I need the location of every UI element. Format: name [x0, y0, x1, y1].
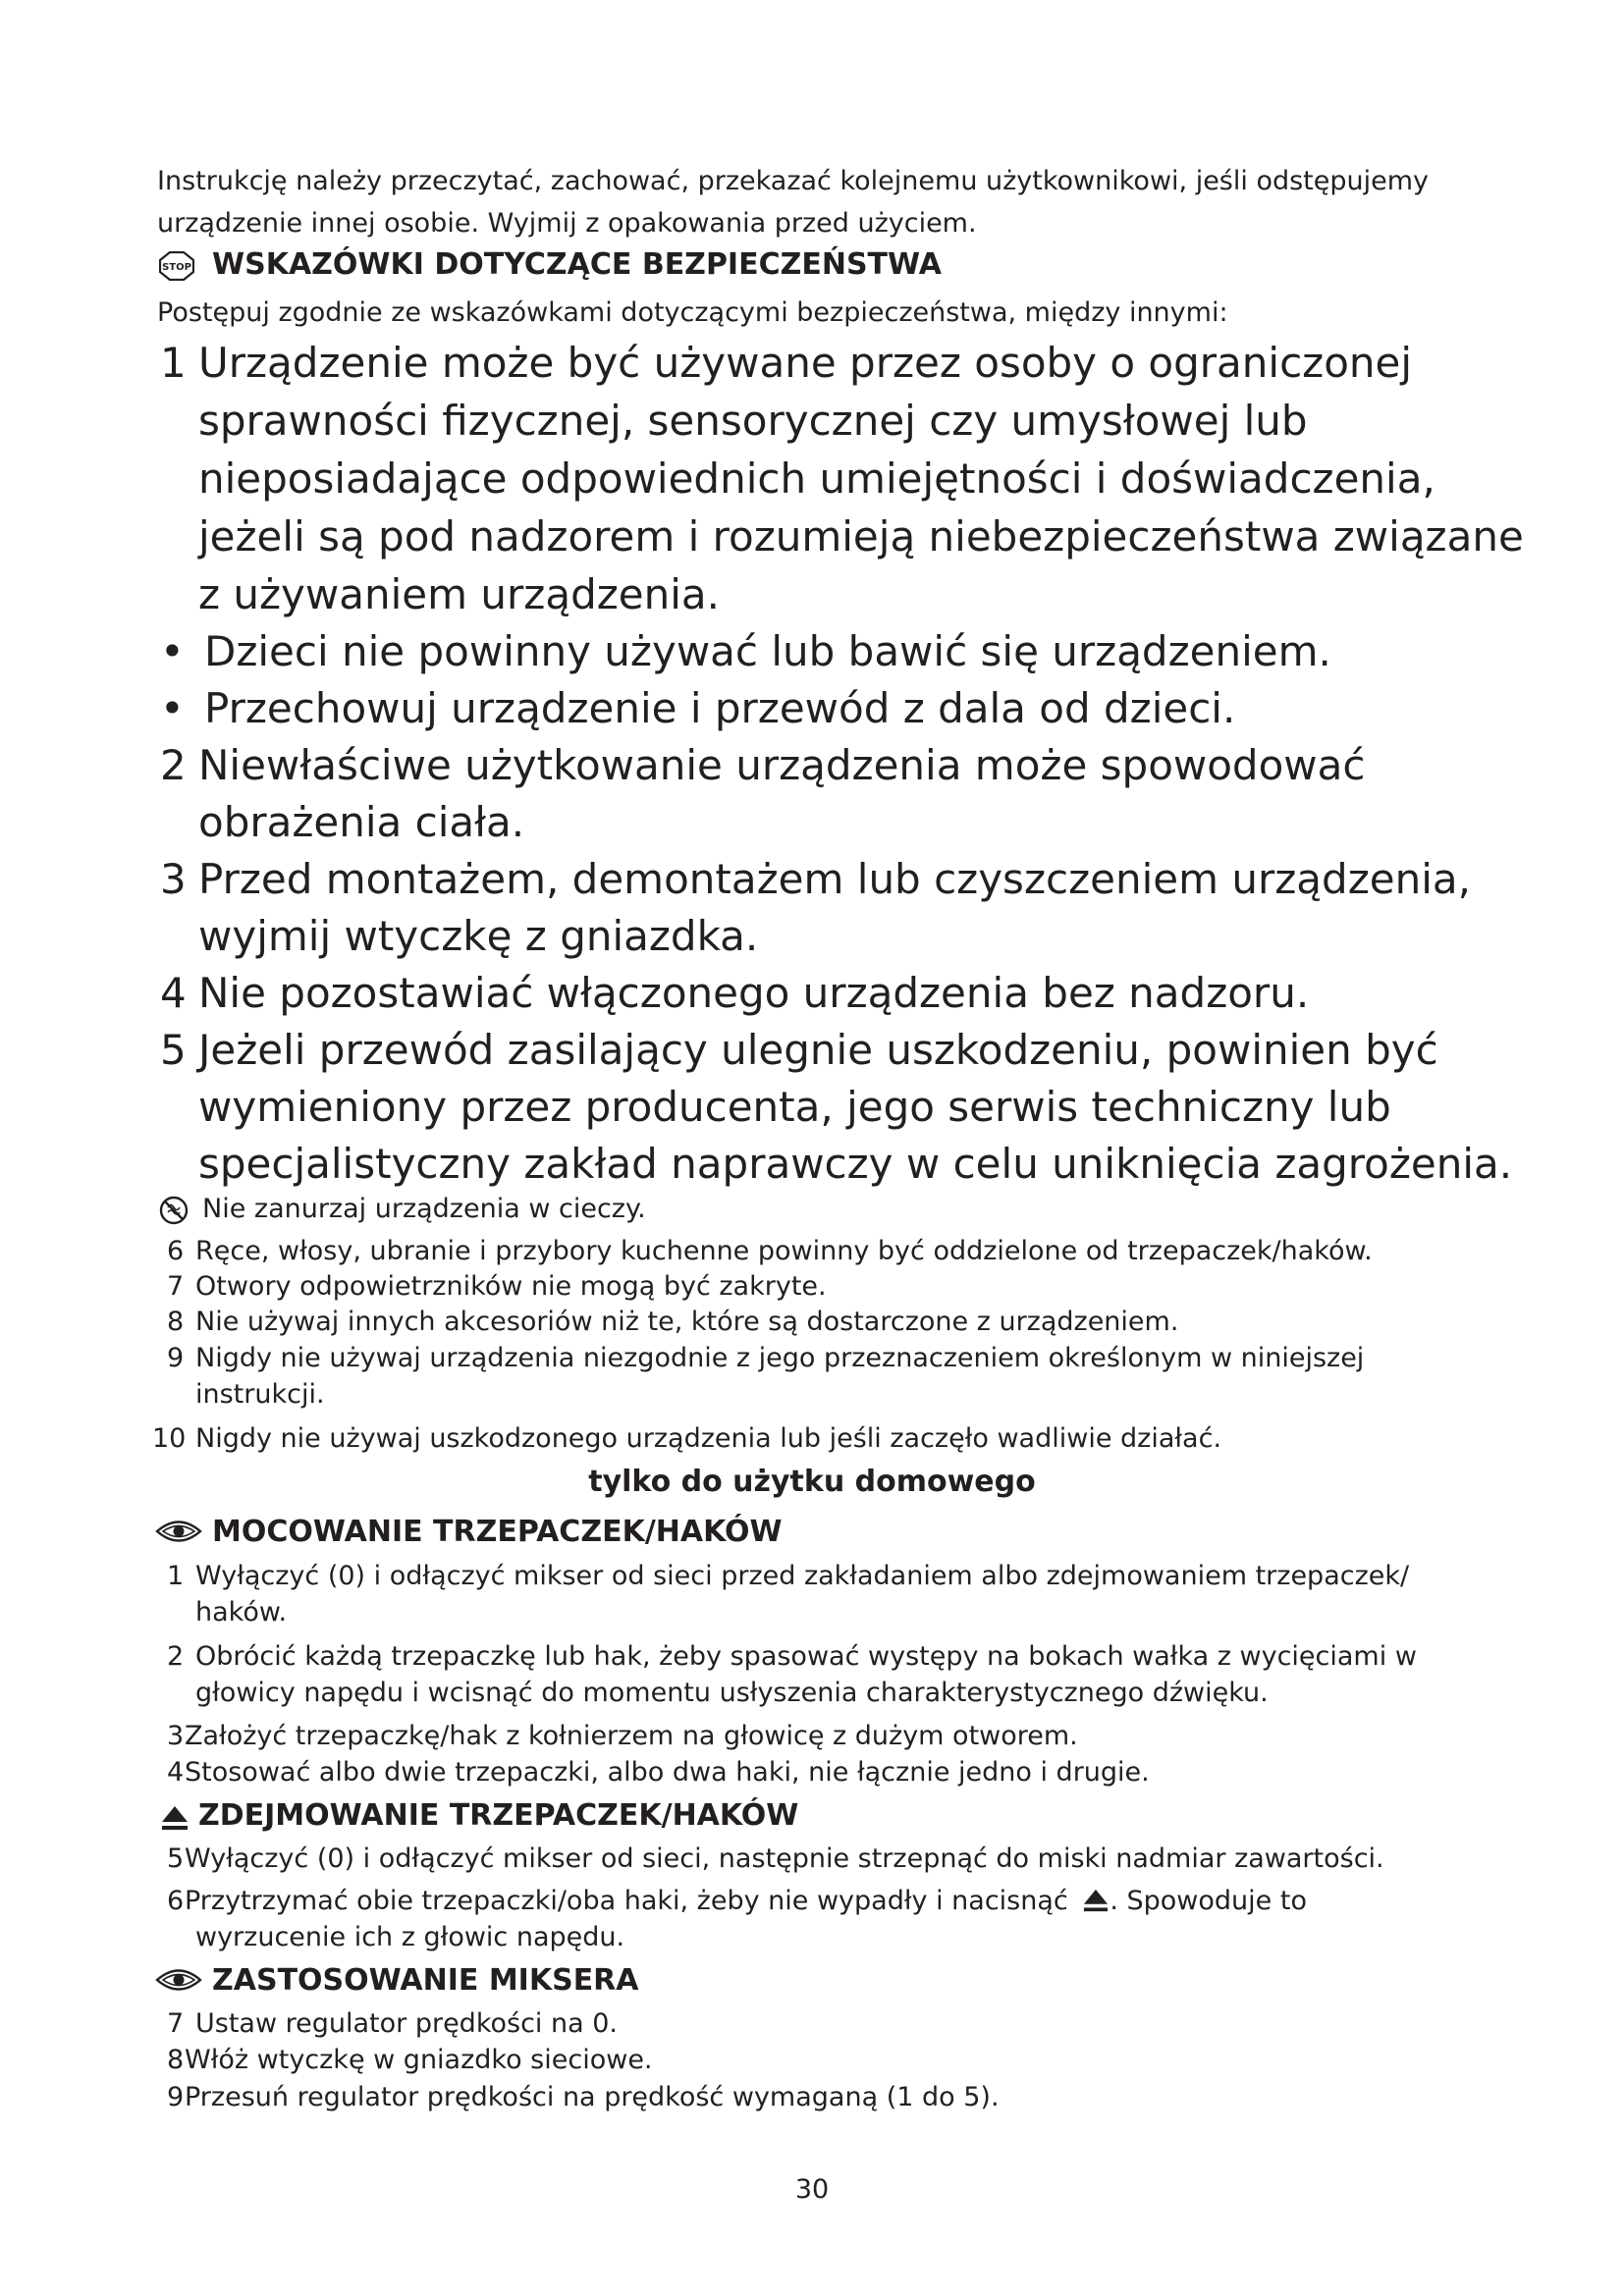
- item-3-line-1: Przed montażem, demontażem lub czyszczeniem urządzenia,: [198, 855, 1471, 903]
- item-number: 7: [167, 2008, 185, 2039]
- item-1-line-5: z używaniem urządzenia.: [198, 570, 720, 618]
- item-number: 1: [167, 1561, 185, 1591]
- eject-icon: [1082, 1888, 1110, 1922]
- item-number: 8: [167, 1307, 185, 1337]
- item-2-line-1: Niewłaściwe użytkowanie urządzenia może spowodować: [198, 741, 1366, 789]
- item-number: 8: [167, 2045, 185, 2075]
- item-number: 9: [167, 2082, 185, 2112]
- item-1-line-2: sprawności fizycznej, sensorycznej czy umysłowej lub: [198, 397, 1308, 445]
- item-number: 6: [167, 1236, 185, 1266]
- remove-5-line-1: Wyłączyć (0) i odłączyć mikser od sieci, następnie strzepnąć do miski nadmiar zawartości.: [185, 1843, 1384, 1874]
- item-1-line-4: jeżeli są pod nadzorem i rozumieją niebezpieczeństwa związane: [198, 512, 1524, 561]
- item-number: 10: [152, 1423, 187, 1454]
- item-9-line-2: instrukcji.: [195, 1379, 325, 1410]
- use-heading: ZASTOSOWANIE MIKSERA: [212, 1963, 639, 1998]
- stop-icon: [159, 251, 194, 285]
- item-2-line-2: obrażenia ciała.: [198, 798, 525, 846]
- eye-icon: [155, 1967, 202, 1997]
- attach-1-line-1: Wyłączyć (0) i odłączyć mikser od sieci przed zakładaniem albo zdejmowaniem trzepaczek/: [195, 1561, 1410, 1591]
- item-number: 3: [167, 1721, 185, 1751]
- use-8-line-1: Włóż wtyczkę w gniazdko sieciowe.: [185, 2045, 653, 2075]
- item-number: 9: [167, 1343, 185, 1373]
- safety-subheading: Postępuj zgodnie ze wskazówkami dotyczącymi bezpieczeństwa, między innymi:: [157, 297, 1228, 328]
- item-5-line-2: wymieniony przez producenta, jego serwis techniczny lub: [198, 1083, 1391, 1131]
- bullet: •: [160, 627, 185, 675]
- item-number: 7: [167, 1271, 185, 1302]
- item-number: 4: [167, 1757, 185, 1788]
- bullet-storage: Przechowuj urządzenie i przewód z dala od dzieci.: [204, 684, 1236, 732]
- bullet-children: Dzieci nie powinny używać lub bawić się urządzeniem.: [204, 627, 1331, 675]
- item-number: 2: [160, 741, 187, 789]
- page-number: 30: [794, 2174, 830, 2205]
- item-number: 5: [160, 1026, 187, 1074]
- attach-1-line-2: haków.: [195, 1597, 288, 1628]
- eject-icon: [160, 1804, 189, 1836]
- attach-2-line-2: głowicy napędu i wcisnąć do momentu usłyszenia charakterystycznego dźwięku.: [195, 1678, 1269, 1708]
- item-number: 6: [167, 1886, 185, 1916]
- item-10-line-1: Nigdy nie używaj uszkodzonego urządzenia lub jeśli zaczęło wadliwie działać.: [195, 1423, 1222, 1454]
- attach-2-line-1: Obrócić każdą trzepaczkę lub hak, żeby spasować występy na bokach wałka z wycięciami w: [195, 1641, 1417, 1672]
- no-immerse-icon: [159, 1196, 189, 1229]
- item-number: 5: [167, 1843, 185, 1874]
- item-6-line-1: Ręce, włosy, ubranie i przybory kuchenne powinny być oddzielone od trzepaczek/haków.: [195, 1236, 1373, 1266]
- attach-heading: MOCOWANIE TRZEPACZEK/HAKÓW: [212, 1515, 783, 1549]
- remove-6-text-before: Przytrzymać obie trzepaczki/oba haki, żeby nie wypadły i nacisnąć: [185, 1886, 1068, 1916]
- item-1-line-3: nieposiadające odpowiednich umiejętności i doświadczenia,: [198, 454, 1435, 503]
- remove-6-text-after: . Spowoduje to: [1110, 1886, 1307, 1916]
- page-number-wrap: [0, 2173, 1624, 2207]
- remove-heading: ZDEJMOWANIE TRZEPACZEK/HAKÓW: [198, 1798, 799, 1833]
- remove-6-line-2: wyrzucenie ich z głowic napędu.: [195, 1922, 625, 1952]
- household-only: tylko do użytku domowego: [588, 1465, 1036, 1499]
- item-8-line-1: Nie używaj innych akcesoriów niż te, które są dostarczone z urządzeniem.: [195, 1307, 1179, 1337]
- svg-text:STOP: STOP: [162, 262, 191, 273]
- item-5-line-3: specjalistyczny zakład naprawczy w celu uniknięcia zagrożenia.: [198, 1140, 1513, 1188]
- intro-line-2: urządzenie innej osobie. Wyjmij z opakowania przed użyciem.: [157, 208, 977, 239]
- item-7-line-1: Otwory odpowietrzników nie mogą być zakryte.: [195, 1271, 827, 1302]
- use-7-line-1: Ustaw regulator prędkości na 0.: [195, 2008, 619, 2039]
- item-number: 2: [167, 1641, 185, 1672]
- item-4-line-1: Nie pozostawiać włączonego urządzenia bez nadzoru.: [198, 969, 1310, 1017]
- use-9-line-1: Przesuń regulator prędkości na prędkość wymaganą (1 do 5).: [185, 2082, 1000, 2112]
- item-number: 4: [160, 969, 187, 1017]
- item-9-line-1: Nigdy nie używaj urządzenia niezgodnie z jego przeznaczeniem określonym w niniejszej: [195, 1343, 1365, 1373]
- no-immerse-text: Nie zanurzaj urządzenia w cieczy.: [202, 1194, 646, 1224]
- safety-heading: WSKAZÓWKI DOTYCZĄCE BEZPIECZEŃSTWA: [212, 247, 942, 282]
- remove-6-line-1: [185, 1885, 1307, 1922]
- intro-line-1: Instrukcję należy przeczytać, zachować, przekazać kolejnemu użytkownikowi, jeśli odstępujemy: [157, 166, 1430, 196]
- item-3-line-2: wyjmij wtyczkę z gniazdka.: [198, 912, 759, 960]
- household-only-wrap: [0, 1466, 1624, 1499]
- item-number: 3: [160, 855, 187, 903]
- item-1-line-1: Urządzenie może być używane przez osoby o ograniczonej: [198, 339, 1413, 387]
- bullet: •: [160, 684, 185, 732]
- attach-4-line-1: Stosować albo dwie trzepaczki, albo dwa haki, nie łącznie jedno i drugie.: [185, 1757, 1150, 1788]
- item-5-line-1: Jeżeli przewód zasilający ulegnie uszkodzeniu, powinien być: [198, 1026, 1438, 1074]
- eye-icon: [155, 1519, 202, 1548]
- attach-3-line-1: Założyć trzepaczkę/hak z kołnierzem na głowicę z dużym otworem.: [185, 1721, 1078, 1751]
- item-number: 1: [160, 339, 187, 387]
